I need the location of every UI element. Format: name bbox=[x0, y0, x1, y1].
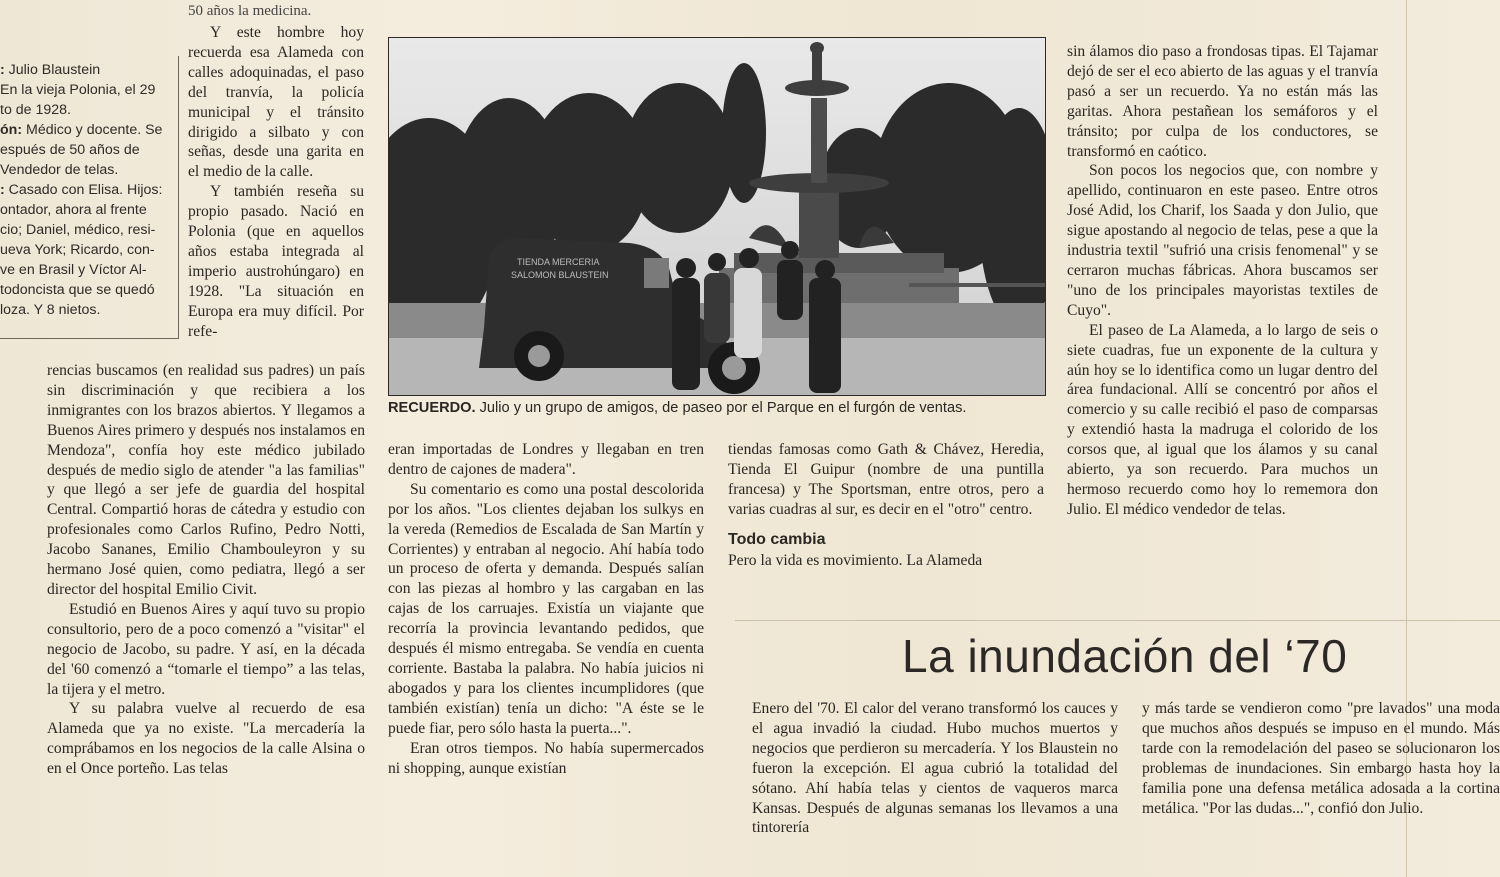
truck-sign-line-1: TIENDA MERCERIA bbox=[517, 257, 600, 267]
sidebar-line bbox=[0, 80, 172, 100]
sidebar-line-text: cio; Daniel, médico, resi- bbox=[0, 222, 156, 238]
box-top-rule bbox=[735, 620, 1500, 621]
box-column-1 bbox=[752, 699, 1118, 838]
article-column-3 bbox=[728, 440, 1044, 571]
caption-lead: RECUERDO. bbox=[388, 400, 476, 416]
article-column-2 bbox=[388, 440, 704, 778]
paragraph: eran importadas de Londres y llegaban en tren dentro de cajones de madera". bbox=[388, 441, 704, 478]
sidebar-line-label: : bbox=[0, 62, 5, 78]
sidebar-line bbox=[0, 100, 172, 120]
sidebar-line bbox=[0, 280, 172, 300]
profile-sidebar bbox=[0, 60, 172, 320]
sidebar-line-text: ontador, ahora al frente bbox=[0, 202, 147, 218]
park-fountain-photo bbox=[389, 38, 1045, 395]
sidebar-line-text: ueva York; Ricardo, con- bbox=[0, 242, 155, 258]
sidebar-line bbox=[0, 260, 172, 280]
sidebar-line bbox=[0, 200, 172, 220]
paragraph: sin álamos dio paso a frondosas tipas. El Tajamar dejó de ser el eco abierto de las aguas y el tranvía pasó a ser un recuerdo. Ya no están más las garitas. Ahora pestañean los semáforos y el tránsito; por culpa de los conductores, se transformó en caótico. bbox=[1067, 43, 1378, 160]
caption-text: Julio y un grupo de amigos, de paseo por el Parque en el furgón de ventas. bbox=[475, 400, 967, 416]
sidebar-line-text: to de 1928. bbox=[0, 102, 71, 118]
clipped-top-line: 50 años la medicina. bbox=[188, 3, 312, 19]
box-column-2-text: y más tarde se vendieron como "pre lavados" una moda que muchos años después se impuso en el mundo. Más tarde con la remodelación del paseo se solucionaron los problemas de inundaciones. Sin embargo hasta hoy la familia pone una defensa metálica adosada a la cortina metálica. "Por las dudas...", confió don Julio. bbox=[1142, 700, 1500, 817]
paragraph: Y su palabra vuelve al recuerdo de esa Alameda que ya no existe. "La mercadería la comprábamos en los negocios de la calle Alsina o en el Once porteño. Las telas bbox=[47, 700, 365, 778]
box-column-2 bbox=[1142, 699, 1500, 818]
paragraph: Son pocos los negocios que, con nombre y apellido, continuaron en este paseo. Entre otros José Adid, los Charif, los Saada y don Julio, que sigue apostando al negocio de telas, pese a que la industria textil "sufrió una crisis fenomenal" y se cerraron muchas fábricas. Ahora buscamos ser "uno de los principales mayoristas textiles de Cuyo". bbox=[1067, 162, 1378, 319]
sidebar-line-text: Médico y docente. Se bbox=[22, 122, 163, 138]
column-3-final-line: Pero la vida es movimiento. La Alameda bbox=[728, 551, 983, 569]
paragraph: Su comentario es como una postal descolorida por los años. "Los clientes dejaban los sulkys en la vereda (Remedios de Escalada de San Martín y Corrientes) y entraban al negocio. Ahí había todo un proceso de oferta y demanda. Después salían con las piezas al hombro y las cargaban en las cajas de los carruajes. Existía un viajante que recorría la provincia levantando pedidos, que después él mismo entregaba. Se vendía en cuenta corriente. Bastaba la palabra. No había juicios ni abogados y para los clientes incumplidores (que también existían) tenía un dicho: "A éste se le puede fiar, pero sólo hasta la puerta...". bbox=[388, 480, 704, 737]
article-column-4 bbox=[1067, 42, 1378, 520]
sidebar-line-text: loza. Y 8 nietos. bbox=[0, 302, 101, 318]
paragraph: tiendas famosas como Gath & Chávez, Heredia, Tienda El Guipur (nombre de una puntilla francesa) y The Sportsman, entre otros, pero a varias cuadras al sur, es decir en el "otro" centro. bbox=[728, 441, 1044, 518]
sidebar-line bbox=[0, 60, 172, 80]
sidebar-right-rule bbox=[178, 56, 179, 339]
sidebar-line-label: : bbox=[0, 182, 5, 198]
sidebar-line bbox=[0, 300, 172, 320]
article-photo bbox=[388, 37, 1046, 396]
sidebar-line bbox=[0, 140, 172, 160]
article-column-1 bbox=[47, 361, 365, 779]
sidebar-line bbox=[0, 240, 172, 260]
paragraph: rencias buscamos (en realidad sus padres) un país sin discriminación y que recibiera a los inmigrantes con los brazos abiertos. Y llegamos a Buenos Aires primero y después nos instalamos en Mendoza", confía hoy este médico jubilado después de medio siglo de atender "a las familias" y que llegó a ser jefe de guardia del hospital Central. Compartió horas de cátedra y estudio con profesionales como Carlos Rufino, Pedro Notti, Jacobo Sananes, Emilio Chambouleyron y su hermano José quien, como pediatra, llegó a ser director del hospital Emilio Civit. bbox=[47, 362, 365, 598]
paragraph: Y este hombre hoy recuerda esa Alameda con calles adoquinadas, el paso del tranvía, la policía municipal y el tránsito dirigido a silbato y con señas, desde una garita en el medio de la calle. bbox=[188, 24, 364, 181]
sidebar-line-text: ve en Brasil y Víctor Al- bbox=[0, 262, 147, 278]
sidebar-line bbox=[0, 220, 172, 240]
sidebar-line-text: En la vieja Polonia, el 29 bbox=[0, 82, 156, 98]
paragraph: Eran otros tiempos. No había supermercados ni shopping, aunque existían bbox=[388, 739, 704, 777]
photo-caption bbox=[388, 400, 1048, 416]
box-column-1-text: Enero del '70. El calor del verano transformó los cauces y el agua invadió la ciudad. Hubo muchos muertos y negocios que perdieron su mercadería. Y los Blaustein no fueron la excepción. El agua cubrió la totalidad del sótano. Ahí había telas y cientos de vaqueros marca Kansas. Después de algunas semanas los llevamos a una tintorería bbox=[752, 700, 1118, 837]
sidebar-line-text: Vendedor de telas. bbox=[0, 162, 119, 178]
sidebar-headline: La inundación del ‘70 bbox=[902, 630, 1348, 682]
sidebar-line bbox=[0, 120, 172, 140]
sidebar-line-text: Julio Blaustein bbox=[4, 62, 101, 78]
sidebar-line bbox=[0, 160, 172, 180]
sidebar-line-label: ón: bbox=[0, 122, 23, 138]
sidebar-line bbox=[0, 180, 172, 200]
sidebar-line-text: espués de 50 años de bbox=[0, 142, 140, 158]
truck-sign-line-2: SALOMON BLAUSTEIN bbox=[511, 270, 609, 280]
sidebar-line-text: Casado con Elisa. Hijos: bbox=[4, 182, 163, 198]
subhead-todo-cambia: Todo cambia bbox=[728, 530, 826, 548]
sidebar-line-text: todoncista que se quedó bbox=[0, 282, 155, 298]
sidebar-bottom-rule bbox=[0, 338, 178, 339]
paragraph: El paseo de La Alameda, a lo largo de seis o siete cuadras, fue un exponente de la cultura y aún hoy se lo identifica como un lugar dentro del área fundacional. Allí se concentró por años el comercio y su calle recibió el paso de comparsas y extendió hasta la madruga el colorido de los corsos que, al igual que los álamos y su canal abierto, ya son recuerdo. Para muchos un hermoso recuerdo como hoy lo rememora don Julio. El médico vendedor de telas. bbox=[1067, 321, 1378, 518]
paragraph: Y también reseña su propio pasado. Nació en Polonia (que en aquellos años estaba integrada al imperio austrohúngaro) en 1928. "La situación en Europa era muy difícil. Por refe- bbox=[188, 183, 364, 340]
paragraph: Estudió en Buenos Aires y aquí tuvo su propio consultorio, pero de a poco comenzó a "visitar" el negocio de Jacobo, su padre. Y así, en la década del '60 comenzó a “tomarle el tiempo” a las telas, la tijera y el metro. bbox=[47, 600, 365, 698]
article-column-1-top bbox=[188, 23, 364, 342]
